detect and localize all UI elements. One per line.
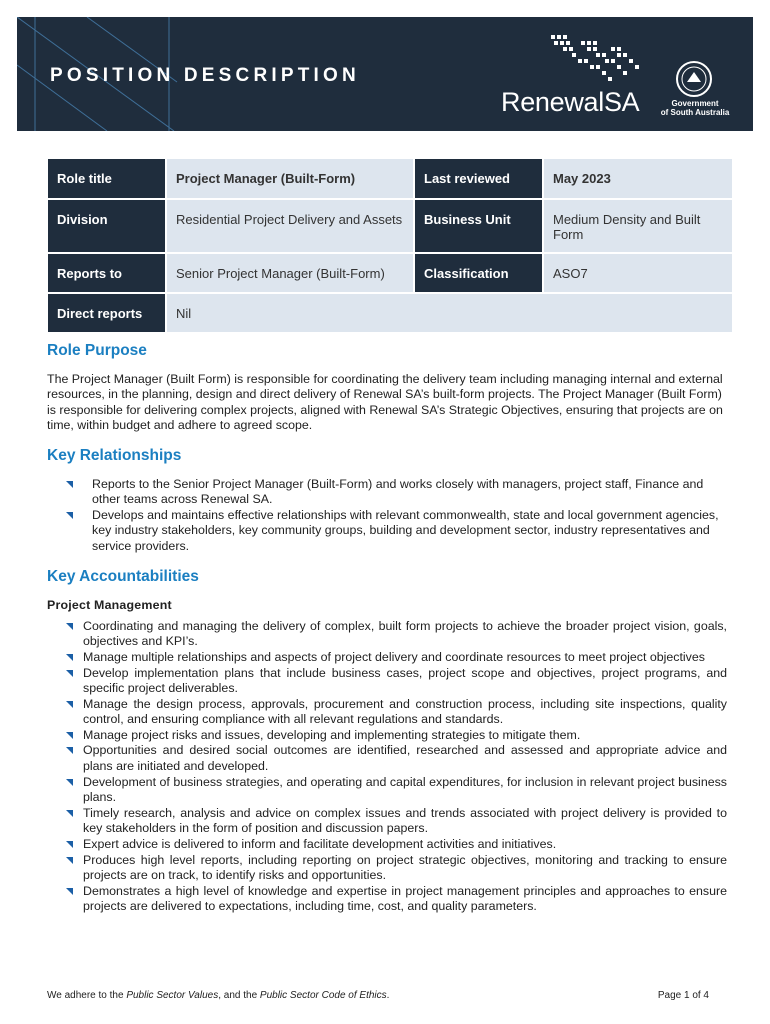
reports-to-value: Senior Project Manager (Built-Form) bbox=[167, 254, 413, 292]
document-body bbox=[47, 343, 727, 915]
list-item: Reports to the Senior Project Manager (Built-Form) and works closely with managers, project staff, Finance and other teams across Renewal SA. bbox=[47, 477, 727, 508]
list-item: Develop implementation plans that include business cases, project scope and objectives, project programs, and specific project deliverables. bbox=[47, 666, 727, 697]
role-title-value: Project Manager (Built-Form) bbox=[167, 159, 413, 198]
business-unit-label: Business Unit bbox=[415, 200, 542, 252]
list-item: Timely research, analysis and advice on complex issues and trends associated with project delivery is provided to key stakeholders in the form of position and discussion papers. bbox=[47, 806, 727, 837]
list-item: Coordinating and managing the delivery of complex, built form projects to achieve the broader project vision, goals, objectives and KPI’s. bbox=[47, 619, 727, 650]
key-relationships-heading: Key Relationships bbox=[47, 446, 182, 464]
page-number: Page 1 of 4 bbox=[657, 990, 709, 1001]
renewalsa-logo-icon bbox=[551, 35, 641, 90]
bullet-icon bbox=[66, 857, 73, 864]
key-accountabilities-heading: Key Accountabilities bbox=[47, 567, 199, 585]
bullet-icon bbox=[66, 841, 73, 848]
document-header bbox=[17, 17, 753, 131]
role-purpose-text: The Project Manager (Built Form) is responsible for coordinating the delivery team including managing internal and external resources, in the planning, design and direct delivery of Renewal SA’s built-form projects. The Project Manager (Built Form) is responsible for delivering complex projects, aligned with Renewal SA’s Strategic Objectives, ensuring that projects are on time, within budget and adhere to agreed scope. bbox=[47, 371, 723, 433]
government-label: Government of South Australia bbox=[660, 99, 730, 117]
code-of-ethics-text: Public Sector Code of Ethics bbox=[259, 990, 387, 1001]
list-item: Manage the design process, approvals, procurement and construction process, including site inspections, quality control, and ensuring compliance with all relevant regulations and standards. bbox=[47, 697, 727, 728]
page-footer: We adhere to the Public Sector Values, and the Public Sector Code of Ethics. Page 1 of 4 bbox=[47, 990, 709, 1001]
key-relationships-list bbox=[47, 477, 727, 555]
list-item: Opportunities and desired social outcomes are identified, researched and assessed and appropriate advice and plans are initiated and developed. bbox=[47, 743, 727, 774]
classification-label: Classification bbox=[415, 254, 542, 292]
direct-reports-value: Nil bbox=[167, 294, 732, 332]
last-reviewed-label: Last reviewed bbox=[415, 159, 542, 198]
list-item: Produces high level reports, including reporting on project strategic objectives, monitoring and tracking to ensure projects are on track, to identify risks and opportunities. bbox=[47, 853, 727, 884]
project-management-subheading: Project Management bbox=[47, 598, 172, 613]
list-item: Manage multiple relationships and aspects of project delivery and coordinate resources to meet project objectives bbox=[47, 650, 727, 666]
position-info-table bbox=[46, 157, 734, 334]
business-unit-value: Medium Density and Built Form bbox=[544, 200, 732, 252]
role-purpose-heading: Role Purpose bbox=[47, 342, 147, 359]
role-title-label: Role title bbox=[48, 159, 165, 198]
last-reviewed-value: May 2023 bbox=[544, 159, 732, 198]
bullet-icon bbox=[66, 732, 73, 739]
bullet-icon bbox=[66, 670, 73, 677]
list-item: Demonstrates a high level of knowledge and expertise in project management principles and approaches to ensure projects are delivered to expectations, including time, cost, and quality parameters. bbox=[47, 884, 727, 915]
key-accountabilities-list bbox=[47, 619, 727, 915]
bullet-icon bbox=[66, 512, 73, 519]
bullet-icon bbox=[66, 779, 73, 786]
list-item: Develops and maintains effective relationships with relevant commonwealth, state and local government agencies, key industry stakeholders, key community groups, building and development sector, industry representatives and service providers. bbox=[47, 508, 727, 555]
bullet-icon bbox=[66, 623, 73, 630]
government-seal-icon bbox=[675, 60, 713, 98]
list-item: Expert advice is delivered to inform and facilitate development activities and initiatives. bbox=[47, 837, 727, 853]
list-item: Development of business strategies, and operating and capital expenditures, for inclusion in relevant project business plans. bbox=[47, 775, 727, 806]
list-item: Manage project risks and issues, developing and implementing strategies to mitigate them. bbox=[47, 728, 727, 744]
division-label: Division bbox=[48, 200, 165, 252]
document-title: POSITION DESCRIPTION bbox=[50, 65, 360, 86]
bullet-icon bbox=[66, 888, 73, 895]
bullet-icon bbox=[66, 747, 73, 754]
public-sector-values-text: Public Sector Values bbox=[126, 990, 219, 1001]
direct-reports-label: Direct reports bbox=[48, 294, 165, 332]
division-value: Residential Project Delivery and Assets bbox=[167, 200, 413, 252]
brand-name: RenewalSA bbox=[501, 87, 640, 117]
bullet-icon bbox=[66, 654, 73, 661]
bullet-icon bbox=[66, 810, 73, 817]
classification-value: ASO7 bbox=[544, 254, 732, 292]
bullet-icon bbox=[66, 701, 73, 708]
bullet-icon bbox=[66, 481, 73, 488]
reports-to-label: Reports to bbox=[48, 254, 165, 292]
